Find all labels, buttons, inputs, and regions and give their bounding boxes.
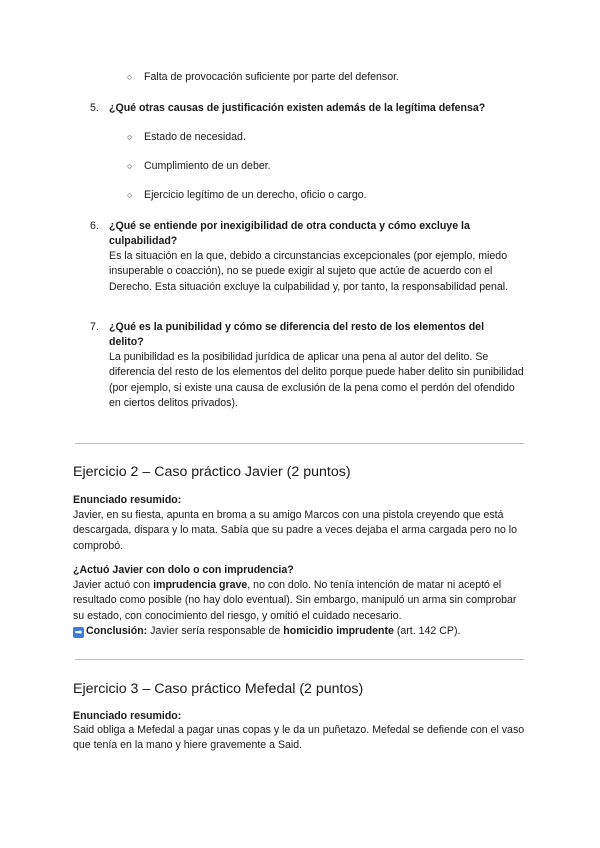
circle-bullet-icon: ○: [127, 190, 133, 200]
bullet-text: Ejercicio legítimo de un derecho, oficio o cargo.: [144, 189, 367, 201]
section-divider: [75, 443, 524, 444]
answer-text: Es la situación en la que, debido a circunstancias excepcionales (por ejemplo, miedo insuperable o coacción), no se puede exigir al sujeto que actúe de acuerdo con el Derecho. Esta situación excluye la culpabilidad y, por tanto, la responsabilidad penal.: [109, 250, 509, 293]
right-arrow-icon: ➡: [74, 627, 83, 637]
bullet-item: [127, 70, 399, 85]
question-text: ¿Qué otras causas de justificación existen además de la legítima defensa?: [109, 102, 486, 114]
conclusion-label: Conclusión:: [86, 625, 148, 637]
bullet-item: [127, 130, 246, 145]
conclusion-line: [73, 624, 529, 639]
answer-text: La punibilidad es la posibilidad jurídica de aplicar una pena al autor del delito. Se diferencia del resto de los elementos del delito porque puede haber delito sin punibilidad (por ejemplo, si existe una causa de exclusión de la pena como el perdón del ofendido en ciertos delitos privados).: [109, 351, 524, 410]
answer-text-part: Javier actuó con: [73, 579, 154, 591]
answer-emphasis: imprudencia grave: [153, 579, 248, 591]
question-number: 7.: [90, 321, 99, 333]
conclusion-emphasis: homicidio imprudente: [283, 625, 394, 637]
answer-text-part: , no con dolo. No tenía intención de matar ni aceptó el resultado como posible (no hay dolo eventual). Sin embargo, manipuló un arma sin comprobar su estado, con conocimiento del riesgo, y omitió el cuidado necesario.: [73, 579, 517, 622]
conclusion-text-part: Javier sería responsable de: [147, 625, 284, 637]
enunciado-text: Javier, en su fiesta, apunta en broma a su amigo Marcos con una pistola creyendo que está descargada, dispara y lo mata. Sabía que su padre a veces dejaba el arma cargada pero no lo comprobó.: [73, 509, 518, 552]
bullet-text: Cumplimiento de un deber.: [144, 160, 271, 172]
enunciado-label: Enunciado resumido:: [73, 710, 182, 722]
question-number: 6.: [90, 220, 99, 232]
bullet-text: Estado de necesidad.: [144, 131, 246, 143]
question-text: ¿Qué es la punibilidad y cómo se diferencia del resto de los elementos del delito?: [109, 321, 485, 349]
answer-text: [73, 578, 529, 624]
bullet-text: Falta de provocación suficiente por parte del defensor.: [144, 71, 399, 83]
conclusion-text-part: (art. 142 CP).: [393, 625, 461, 637]
section-divider: [75, 659, 524, 660]
bullet-item: [127, 188, 367, 203]
circle-bullet-icon: ○: [127, 132, 133, 142]
exercise-title: Ejercicio 2 – Caso práctico Javier (2 puntos): [73, 464, 351, 480]
circle-bullet-icon: ○: [127, 161, 133, 171]
bullet-item: [127, 159, 271, 174]
enunciado-label: Enunciado resumido:: [73, 494, 182, 506]
circle-bullet-icon: ○: [127, 72, 133, 82]
exercise-title: Ejercicio 3 – Caso práctico Mefedal (2 puntos): [73, 681, 364, 697]
question-heading: ¿Actuó Javier con dolo o con imprudencia?: [73, 564, 294, 576]
question-number: 5.: [90, 102, 99, 114]
enunciado-text: Said obliga a Mefedal a pagar unas copas y le da un puñetazo. Mefedal se defiende con el vaso que tenía en la mano y hiere gravemente a Said.: [73, 724, 525, 752]
question-text: ¿Qué se entiende por inexigibilidad de otra conducta y cómo excluye la culpabilidad?: [109, 220, 470, 248]
